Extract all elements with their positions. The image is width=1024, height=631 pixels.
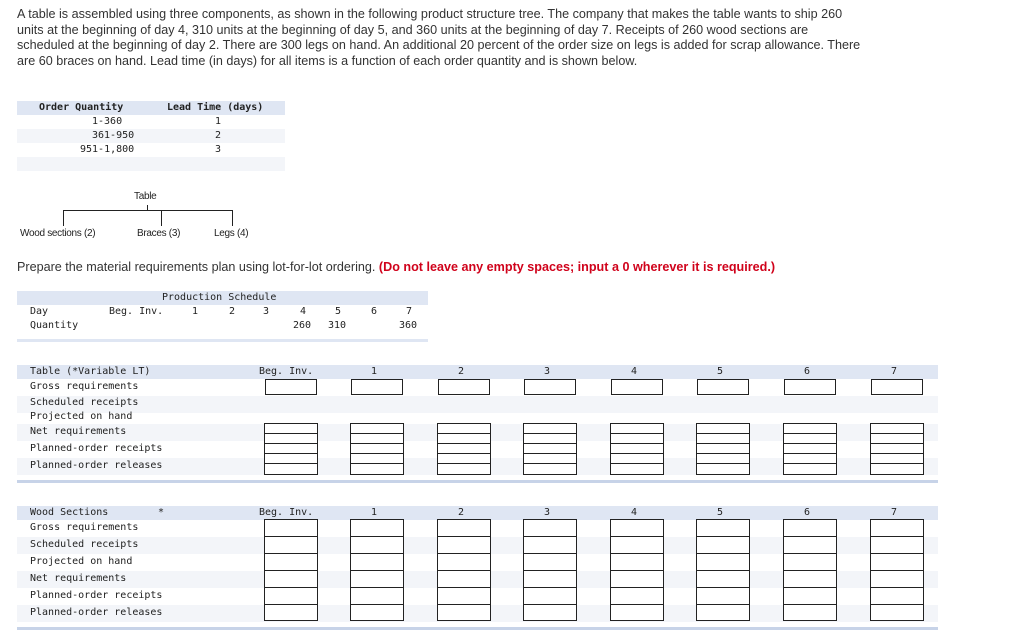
day-number: 5 (717, 366, 724, 377)
tree-child-wood-sections: Wood sections (2) (20, 228, 96, 239)
mrp-table-header (17, 365, 938, 379)
row-label-gross-requirements: Gross requirements (30, 522, 139, 533)
lead-time-row (17, 129, 285, 143)
production-schedule-title: Production Schedule (162, 292, 277, 303)
day-number: 2 (229, 306, 236, 317)
quantity-value: 360 (399, 320, 418, 331)
gross-requirements-input[interactable] (438, 379, 490, 395)
section-divider (17, 627, 938, 630)
day-number: 1 (371, 366, 378, 377)
order-quantity-header: Order Quantity (39, 102, 124, 113)
row-label-scheduled-receipts: Scheduled receipts (30, 397, 139, 408)
order-quantity-cell: 361-950 (92, 130, 135, 141)
mrp-input-group[interactable] (350, 423, 404, 475)
day-number: 3 (263, 306, 270, 317)
day-number: 6 (804, 366, 811, 377)
lead-time-table-footer (17, 157, 285, 171)
order-quantity-cell: 951-1,800 (80, 144, 135, 155)
row-label-planned-order-releases: Planned-order releases (30, 460, 163, 471)
mrp-input-group[interactable] (350, 519, 404, 621)
gross-requirements-input[interactable] (351, 379, 403, 395)
production-schedule-header (17, 291, 428, 305)
day-number: 3 (544, 507, 551, 518)
instructions (17, 260, 775, 274)
gross-requirements-input[interactable] (611, 379, 663, 395)
day-number: 7 (406, 306, 413, 317)
lead-time-cell: 3 (215, 144, 222, 155)
row-label-scheduled-receipts: Scheduled receipts (30, 539, 139, 550)
mrp-input-group[interactable] (696, 519, 750, 621)
mrp-input-group[interactable] (870, 519, 924, 621)
production-schedule-day-row (17, 305, 428, 319)
tree-connector (232, 210, 233, 226)
beg-inv-label: Beg. Inv. (259, 366, 314, 377)
tree-connector (63, 210, 64, 226)
mrp-item-title: Table (*Variable LT) (30, 366, 151, 377)
row-label-net-requirements: Net requirements (30, 426, 127, 437)
lead-time-header-row (17, 101, 285, 115)
mrp-input-group[interactable] (437, 519, 491, 621)
gross-requirements-input[interactable] (697, 379, 749, 395)
day-number: 2 (458, 507, 465, 518)
row-label-planned-order-receipts: Planned-order receipts (30, 590, 163, 601)
tree-child-legs: Legs (4) (214, 228, 249, 239)
lead-time-cell: 1 (215, 116, 222, 127)
day-number: 6 (804, 507, 811, 518)
day-number: 5 (717, 507, 724, 518)
day-number: 3 (544, 366, 551, 377)
variable-lt-marker: * (158, 507, 165, 518)
mrp-input-group[interactable] (264, 519, 318, 621)
row-label-planned-order-receipts: Planned-order receipts (30, 443, 163, 454)
mrp-input-group[interactable] (870, 423, 924, 475)
mrp-input-group[interactable] (783, 423, 837, 475)
mrp-item-title: Wood Sections (30, 507, 109, 518)
instructions-note: (Do not leave any empty spaces; input a 0 wherever it is required.) (378, 260, 776, 274)
gross-requirements-input[interactable] (871, 379, 923, 395)
day-number: 2 (458, 366, 465, 377)
row-label-projected-on-hand: Projected on hand (30, 556, 133, 567)
lead-time-cell: 2 (215, 130, 222, 141)
instructions-text: Prepare the material requirements plan using lot-for-lot ordering. (17, 260, 376, 274)
tree-child-braces: Braces (3) (137, 228, 181, 239)
lead-time-row (17, 143, 285, 157)
day-number: 1 (371, 507, 378, 518)
day-label: Day (30, 306, 49, 317)
beg-inv-input[interactable] (265, 379, 317, 395)
day-number: 6 (371, 306, 378, 317)
row-label-projected-on-hand: Projected on hand (30, 411, 133, 422)
row-label-gross-requirements: Gross requirements (30, 381, 139, 392)
mrp-input-group[interactable] (610, 423, 664, 475)
mrp-input-group[interactable] (696, 423, 750, 475)
production-schedule-rule (17, 339, 428, 342)
gross-requirements-input[interactable] (524, 379, 576, 395)
quantity-value: 310 (328, 320, 347, 331)
beg-inv-label: Beg. Inv. (259, 507, 314, 518)
mrp-input-group[interactable] (523, 519, 577, 621)
quantity-label: Quantity (30, 320, 79, 331)
day-number: 4 (631, 507, 638, 518)
mrp-input-group[interactable] (783, 519, 837, 621)
mrp-wood-header (17, 506, 938, 520)
day-number: 1 (192, 306, 199, 317)
section-divider (17, 480, 938, 483)
mrp-input-group[interactable] (437, 423, 491, 475)
day-number: 5 (335, 306, 342, 317)
problem-statement: A table is assembled using three components, as shown in the following product structure tree. The company that makes the table wants to ship 260 units at the beginning of day 4, 310 units at the beginning of day 5, and 360 units at the beginning of day 7. Receipts of 260 wood sections are scheduled at the beginning of day 2. There are 300 legs on hand. An additional 20 percent of the order size on legs is added for scrap allowance. There are 60 braces on hand. Lead time (in days) for all items is a function of each order quantity and is shown below. (17, 7, 861, 68)
gross-requirements-input[interactable] (784, 379, 836, 395)
mrp-input-group[interactable] (264, 423, 318, 475)
day-number: 4 (300, 306, 307, 317)
day-number: 7 (891, 507, 898, 518)
lead-time-header: Lead Time (days) (167, 102, 264, 113)
mrp-input-group[interactable] (610, 519, 664, 621)
beg-inv-label: Beg. Inv. (109, 306, 164, 317)
row-label-planned-order-releases: Planned-order releases (30, 607, 163, 618)
tree-connector (63, 210, 233, 211)
tree-connector (161, 210, 162, 226)
mrp-input-group[interactable] (523, 423, 577, 475)
lead-time-row (17, 115, 285, 129)
production-schedule-quantity-row (17, 319, 428, 333)
day-number: 7 (891, 366, 898, 377)
order-quantity-cell: 1-360 (92, 116, 123, 127)
quantity-value: 260 (293, 320, 312, 331)
tree-root-table: Table (134, 191, 157, 202)
day-number: 4 (631, 366, 638, 377)
row-label-net-requirements: Net requirements (30, 573, 127, 584)
